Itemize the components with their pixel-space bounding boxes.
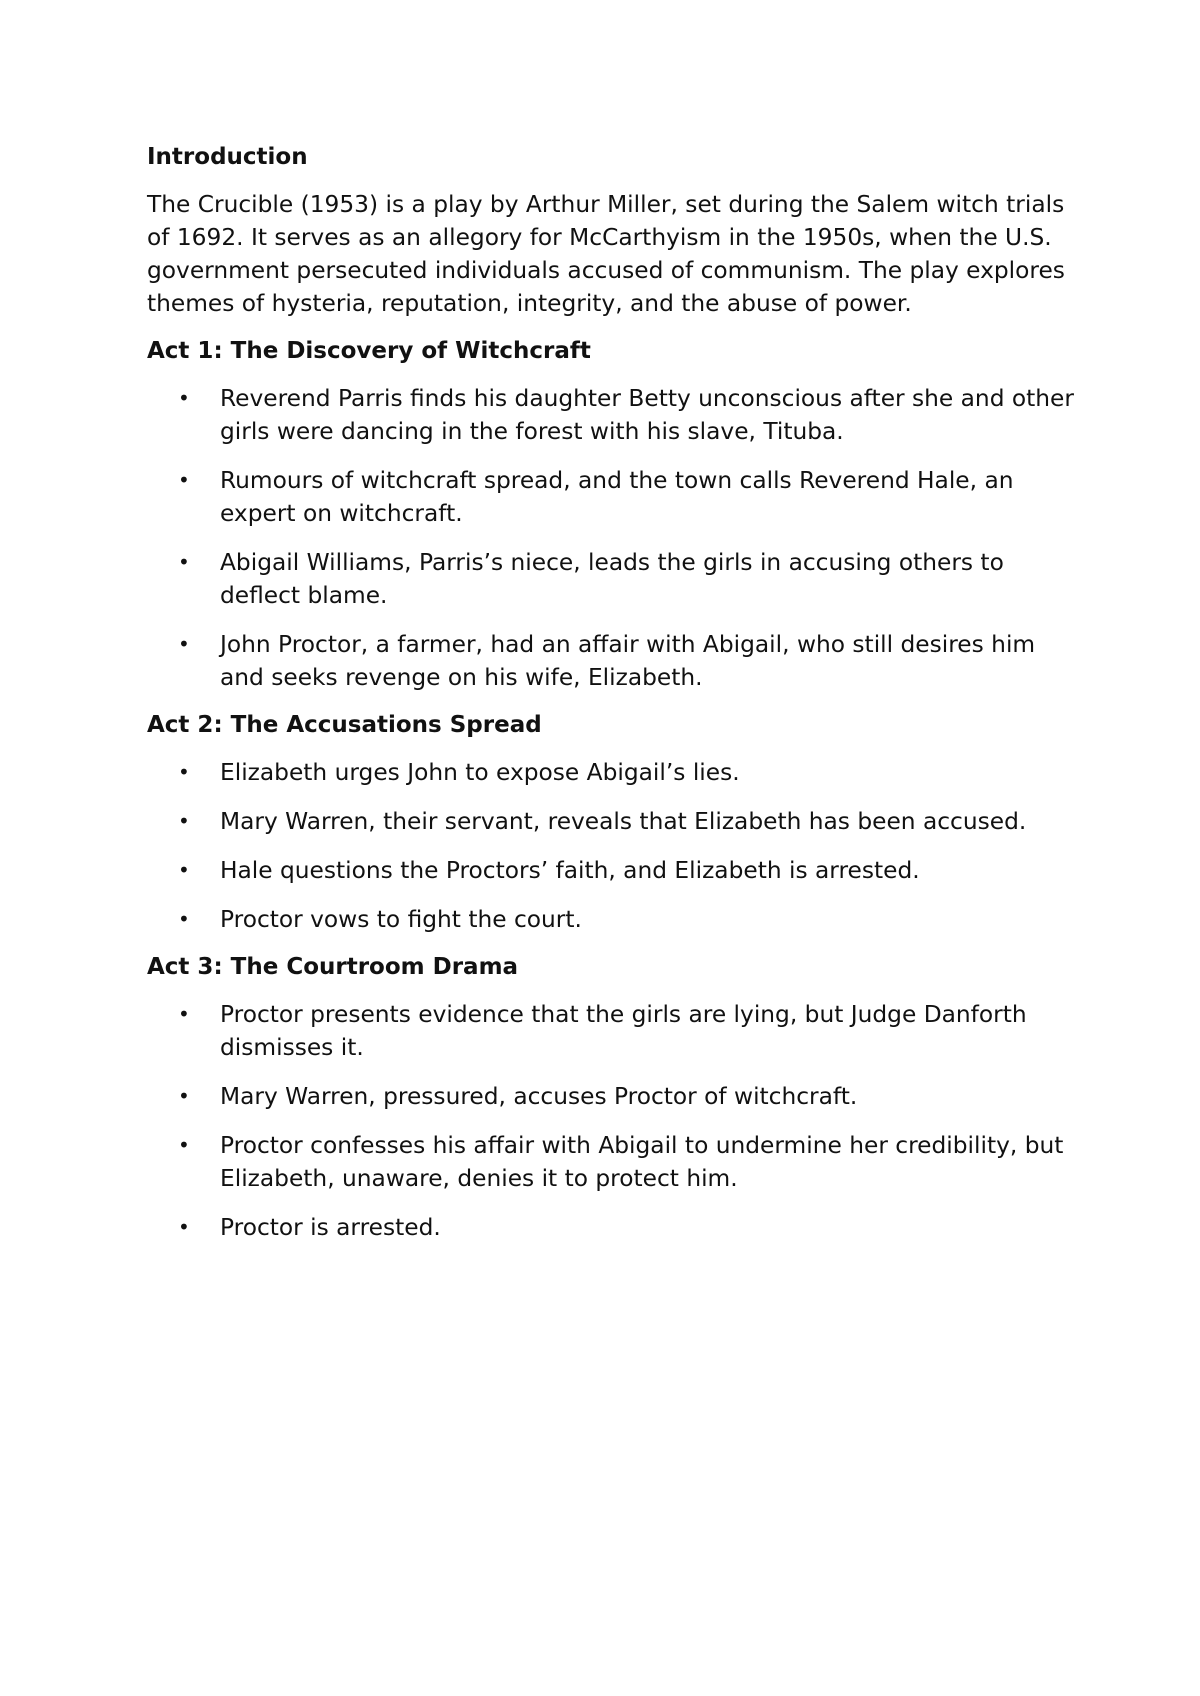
bullet-icon: • [178,1084,190,1108]
bullet-icon: • [178,809,190,833]
list-item [147,382,1077,448]
act-3-bullet-list [147,998,1077,1244]
act-2-heading: Act 2: The Accusations Spread [147,712,542,738]
bullet-icon: • [178,858,190,882]
bullet-icon: • [178,632,190,656]
bullet-icon: • [178,760,190,784]
list-item [147,756,1077,789]
bullet-icon: • [178,1002,190,1026]
bullet-icon: • [178,386,190,410]
list-item [147,628,1077,694]
list-item [147,1129,1077,1195]
bullet-icon: • [178,468,190,492]
list-item [147,903,1077,936]
bullet-icon: • [178,1215,190,1239]
list-item-text: Rumours of witchcraft spread, and the town calls Reverend Hale, an expert on witchcraft. [220,467,1014,527]
list-item [147,546,1077,612]
act-2-bullet-list [147,756,1077,936]
list-item-text: Mary Warren, pressured, accuses Proctor of witchcraft. [220,1083,858,1110]
list-item-text: Reverend Parris finds his daughter Betty unconscious after she and other girls were dancing in the forest with his slave, Tituba. [220,385,1074,445]
list-item-text: Proctor is arrested. [220,1214,441,1241]
bullet-icon: • [178,1133,190,1157]
act-1-heading: Act 1: The Discovery of Witchcraft [147,338,591,364]
list-item-text: Hale questions the Proctors’ faith, and Elizabeth is arrested. [220,857,920,884]
bullet-icon: • [178,550,190,574]
act-3-heading: Act 3: The Courtroom Drama [147,954,519,980]
intro-paragraph: The Crucible (1953) is a play by Arthur Miller, set during the Salem witch trials of 1692. It serves as an allegory for McCarthyism in the 1950s, when the U.S. government persecuted individuals accused of communism. The play explores themes of hysteria, reputation, integrity, and the abuse of power. [147,191,1065,317]
list-item-text: Abigail Williams, Parris’s niece, leads the girls in accusing others to deflect blame. [220,549,1004,609]
list-item-text: Proctor presents evidence that the girls are lying, but Judge Danforth dismisses it. [220,1001,1027,1061]
intro-heading: Introduction [147,144,308,170]
list-item-text: Mary Warren, their servant, reveals that Elizabeth has been accused. [220,808,1027,835]
list-item-text: Proctor vows to fight the court. [220,906,582,933]
list-item-text: Elizabeth urges John to expose Abigail’s lies. [220,759,740,786]
list-item [147,464,1077,530]
list-item [147,1211,1077,1244]
list-item [147,805,1077,838]
list-item [147,998,1077,1064]
act-1-bullet-list [147,382,1077,694]
list-item [147,854,1077,887]
list-item-text: Proctor confesses his affair with Abigail to undermine her credibility, but Elizabeth, unaware, denies it to protect him. [220,1132,1064,1192]
document-page [147,140,1077,1258]
bullet-icon: • [178,907,190,931]
list-item [147,1080,1077,1113]
list-item-text: John Proctor, a farmer, had an affair with Abigail, who still desires him and seeks revenge on his wife, Elizabeth. [220,631,1036,691]
